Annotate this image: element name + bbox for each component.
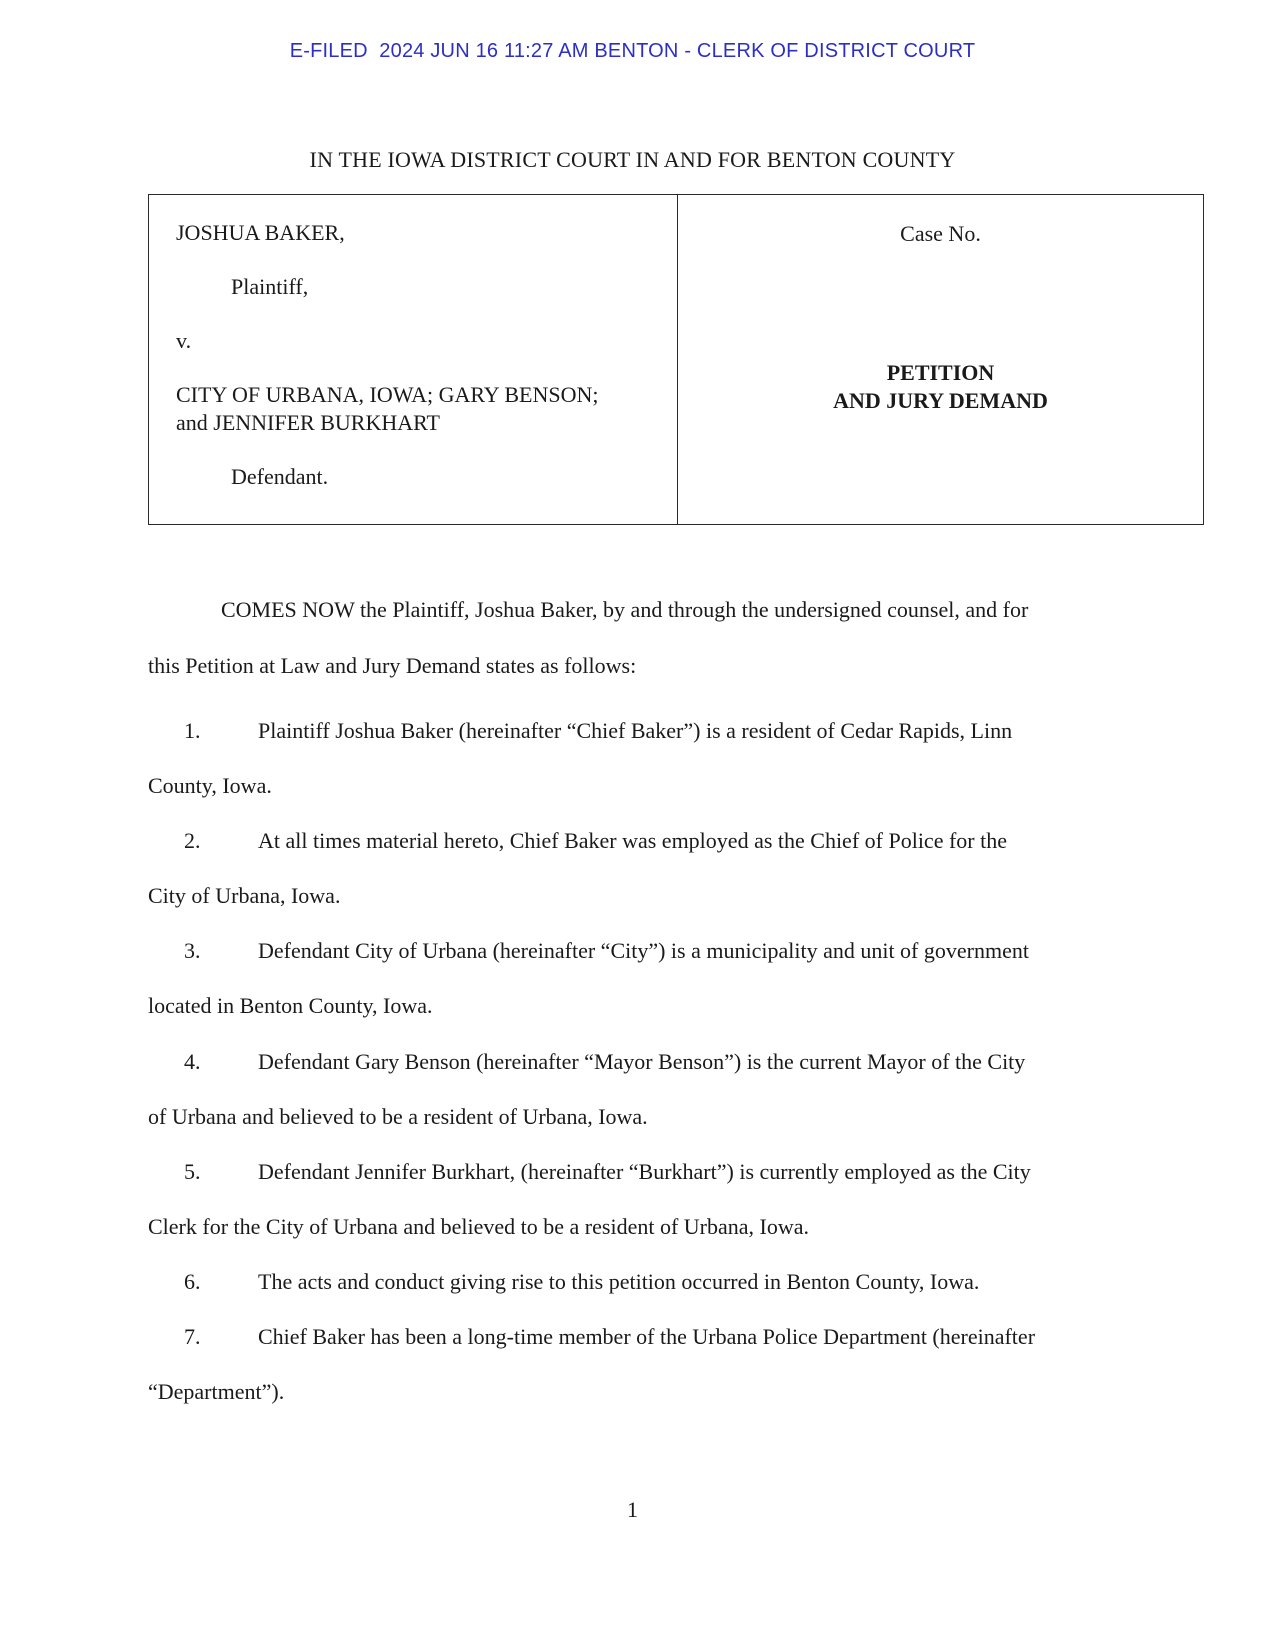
caption-case-info <box>678 195 1203 524</box>
intro-line2: this Petition at Law and Jury Demand states as follows: <box>148 653 637 678</box>
document-title <box>678 359 1203 415</box>
versus: v. <box>176 328 192 353</box>
paragraph-number: 4. <box>184 1049 201 1074</box>
paragraph-text: The acts and conduct giving rise to this petition occurred in Benton County, Iowa. <box>258 1269 980 1294</box>
paragraph-number: 3. <box>184 938 201 963</box>
paragraph-text: Defendant Jennifer Burkhart, (hereinafter “Burkhart”) is currently employed as the City <box>258 1159 1031 1184</box>
defendant-role: Defendant. <box>231 464 329 489</box>
paragraph-text: Plaintiff Joshua Baker (hereinafter “Chief Baker”) is a resident of Cedar Rapids, Linn <box>258 718 1013 743</box>
paragraph-number: 7. <box>184 1324 201 1349</box>
filing-stamp: E-FILED 2024 JUN 16 11:27 AM BENTON - CLERK OF DISTRICT COURT <box>289 40 976 62</box>
page-number: 1 <box>627 1497 638 1522</box>
document-title-line1: PETITION <box>886 360 995 385</box>
plaintiff-name: JOSHUA BAKER, <box>176 220 345 245</box>
document-title-line2: AND JURY DEMAND <box>833 388 1048 413</box>
caption-parties <box>149 195 678 524</box>
case-caption <box>148 194 1204 525</box>
plaintiff-role: Plaintiff, <box>231 274 309 299</box>
paragraph-number: 6. <box>184 1269 201 1294</box>
paragraph-continuation: of Urbana and believed to be a resident of Urbana, Iowa. <box>148 1104 648 1129</box>
paragraph-number: 2. <box>184 828 201 853</box>
paragraph-text: Chief Baker has been a long-time member of the Urbana Police Department (hereinafter <box>258 1324 1036 1349</box>
paragraph-text: Defendant City of Urbana (hereinafter “City”) is a municipality and unit of government <box>258 938 1029 963</box>
paragraph-continuation: County, Iowa. <box>148 773 272 798</box>
defendant-line1: CITY OF URBANA, IOWA; GARY BENSON; <box>176 382 599 407</box>
paragraph-number: 5. <box>184 1159 201 1184</box>
paragraph-continuation: “Department”). <box>148 1379 285 1404</box>
case-number-label: Case No. <box>900 221 981 246</box>
paragraph-text: Defendant Gary Benson (hereinafter “Mayor Benson”) is the current Mayor of the City <box>258 1049 1026 1074</box>
paragraph-continuation: City of Urbana, Iowa. <box>148 883 341 908</box>
paragraph-continuation: Clerk for the City of Urbana and believed to be a resident of Urbana, Iowa. <box>148 1214 809 1239</box>
court-heading: IN THE IOWA DISTRICT COURT IN AND FOR BENTON COUNTY <box>309 147 956 172</box>
paragraph-text: At all times material hereto, Chief Baker was employed as the Chief of Police for the <box>258 828 1007 853</box>
paragraph-number: 1. <box>184 718 201 743</box>
intro-line1: COMES NOW the Plaintiff, Joshua Baker, by and through the undersigned counsel, and for <box>221 597 1029 622</box>
defendant-line2: and JENNIFER BURKHART <box>176 410 440 435</box>
paragraph-continuation: located in Benton County, Iowa. <box>148 993 433 1018</box>
